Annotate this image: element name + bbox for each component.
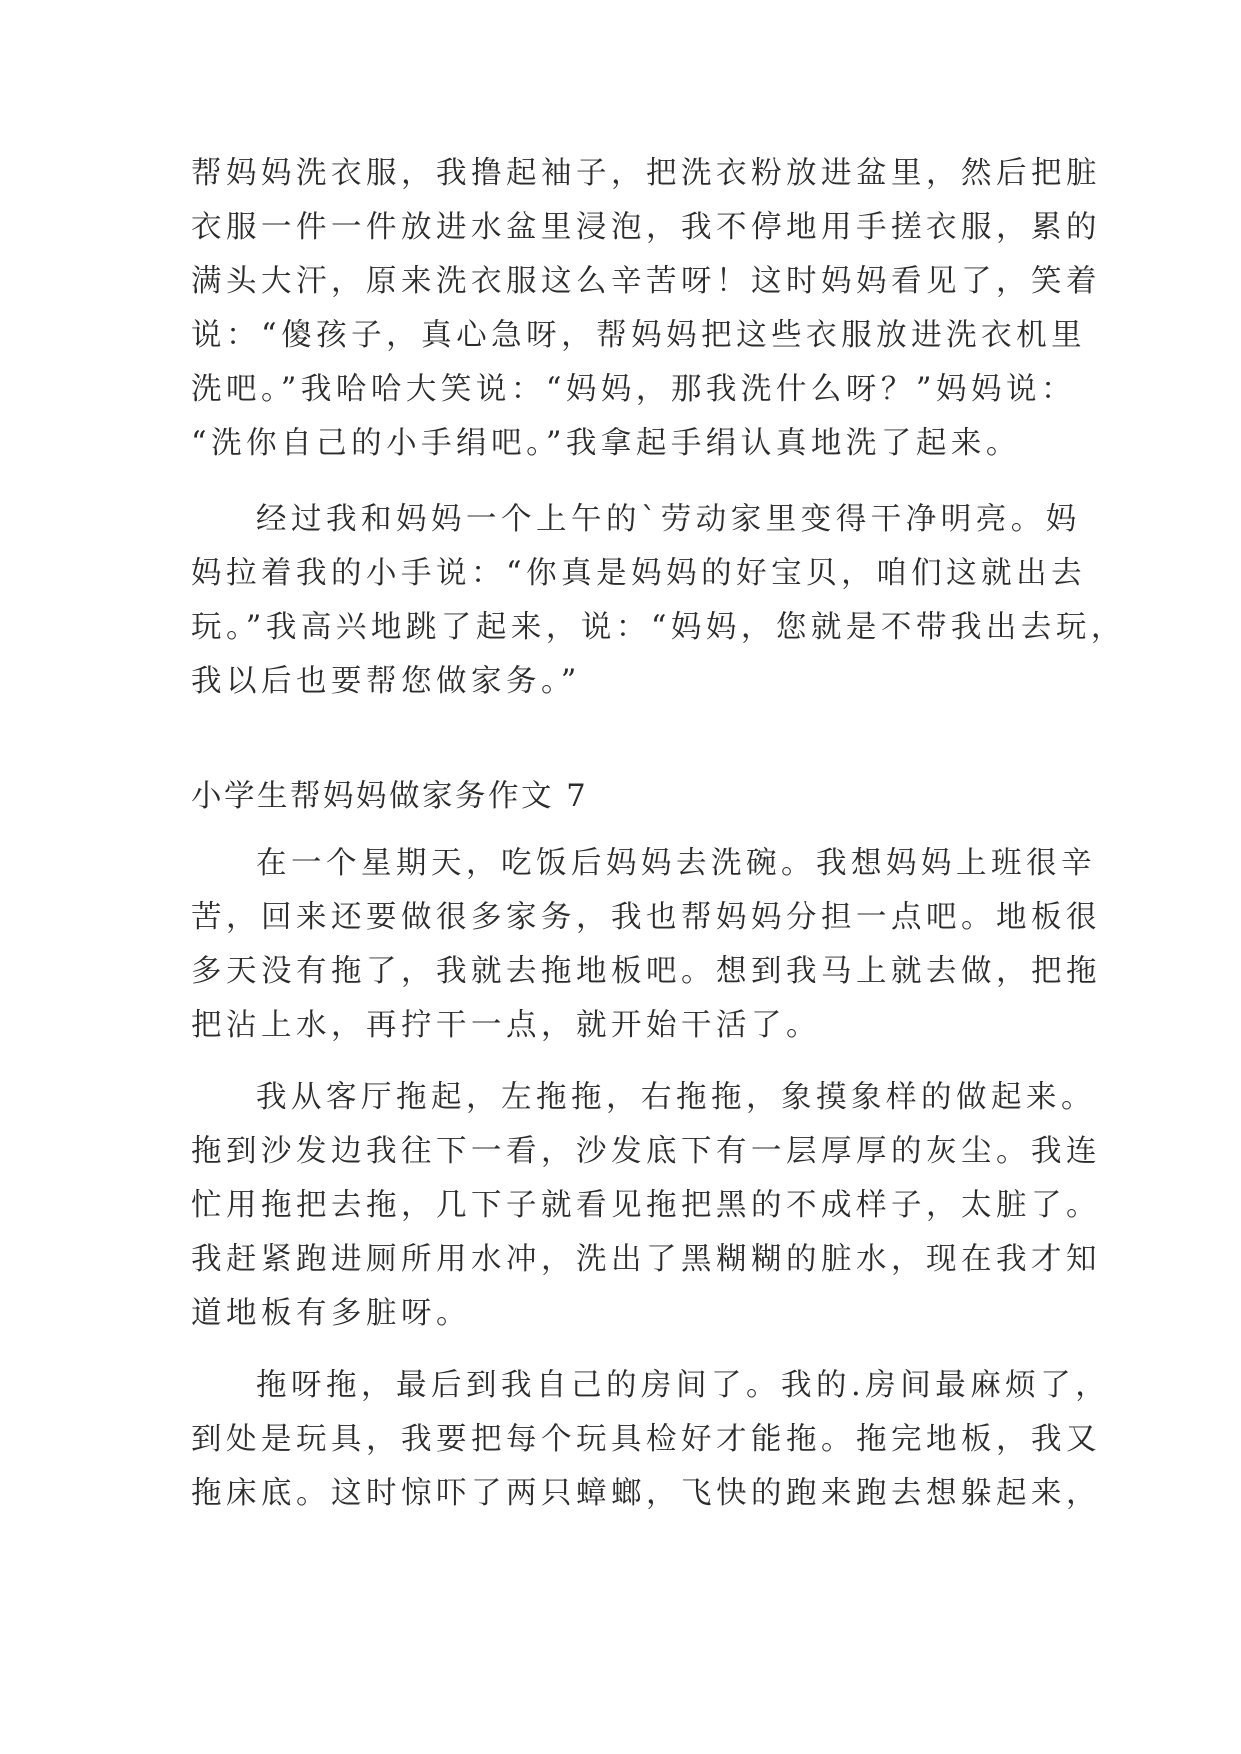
text-line: 拖到沙发边我往下一看，沙发底下有一层厚厚的灰尘。我连 bbox=[191, 1134, 1101, 1169]
text-line: 道地板有多脏呀。 bbox=[191, 1296, 471, 1331]
paragraph-first-line: 经过我和妈妈一个上午的`劳动家里变得干净明亮。妈 bbox=[256, 502, 1081, 537]
text-line: 洗吧。”我哈哈大笑说：“妈妈，那我洗什么呀？”妈妈说： bbox=[191, 372, 1077, 407]
text-line: 妈拉着我的小手说：“你真是妈妈的好宝贝，咱们这就出去 bbox=[191, 556, 1087, 591]
text-line: 我赶紧跑进厕所用水冲，洗出了黑糊糊的脏水，现在我才知 bbox=[191, 1242, 1101, 1277]
text-line: 忙用拖把去拖，几下子就看见拖把黑的不成样子，太脏了。 bbox=[191, 1188, 1101, 1223]
text-line: 苦，回来还要做很多家务，我也帮妈妈分担一点吧。地板很 bbox=[191, 900, 1101, 935]
text-line: 帮妈妈洗衣服，我撸起袖子，把洗衣粉放进盆里，然后把脏 bbox=[191, 156, 1101, 191]
text-line: 衣服一件一件放进水盆里浸泡，我不停地用手搓衣服，累的 bbox=[191, 210, 1101, 245]
text-line: 把沾上水，再拧干一点，就开始干活了。 bbox=[191, 1008, 821, 1043]
section-heading: 小学生帮妈妈做家务作文 7 bbox=[191, 779, 589, 814]
text-line: “洗你自己的小手绢吧。”我拿起手绢认真地洗了起来。 bbox=[191, 426, 1021, 461]
paragraph-first-line: 拖呀拖，最后到我自己的房间了。我的.房间最麻烦了， bbox=[256, 1368, 1111, 1403]
text-line: 多天没有拖了，我就去拖地板吧。想到我马上就去做，把拖 bbox=[191, 954, 1101, 989]
text-line: 说：“傻孩子，真心急呀，帮妈妈把这些衣服放进洗衣机里 bbox=[191, 318, 1087, 353]
paragraph-first-line: 我从客厅拖起，左拖拖，右拖拖，象摸象样的做起来。 bbox=[256, 1080, 1096, 1115]
text-line: 满头大汗，原来洗衣服这么辛苦呀！这时妈妈看见了，笑着 bbox=[191, 264, 1101, 299]
text-line: 到处是玩具，我要把每个玩具检好才能拖。拖完地板，我又 bbox=[191, 1422, 1101, 1457]
text-line: 我以后也要帮您做家务。” bbox=[191, 664, 581, 699]
text-line: 拖床底。这时惊吓了两只蟑螂，飞快的跑来跑去想躲起来， bbox=[191, 1476, 1101, 1511]
paragraph-first-line: 在一个星期天，吃饭后妈妈去洗碗。我想妈妈上班很辛 bbox=[256, 846, 1096, 881]
text-line: 玩。”我高兴地跳了起来，说：“妈妈，您就是不带我出去玩， bbox=[191, 610, 1126, 645]
